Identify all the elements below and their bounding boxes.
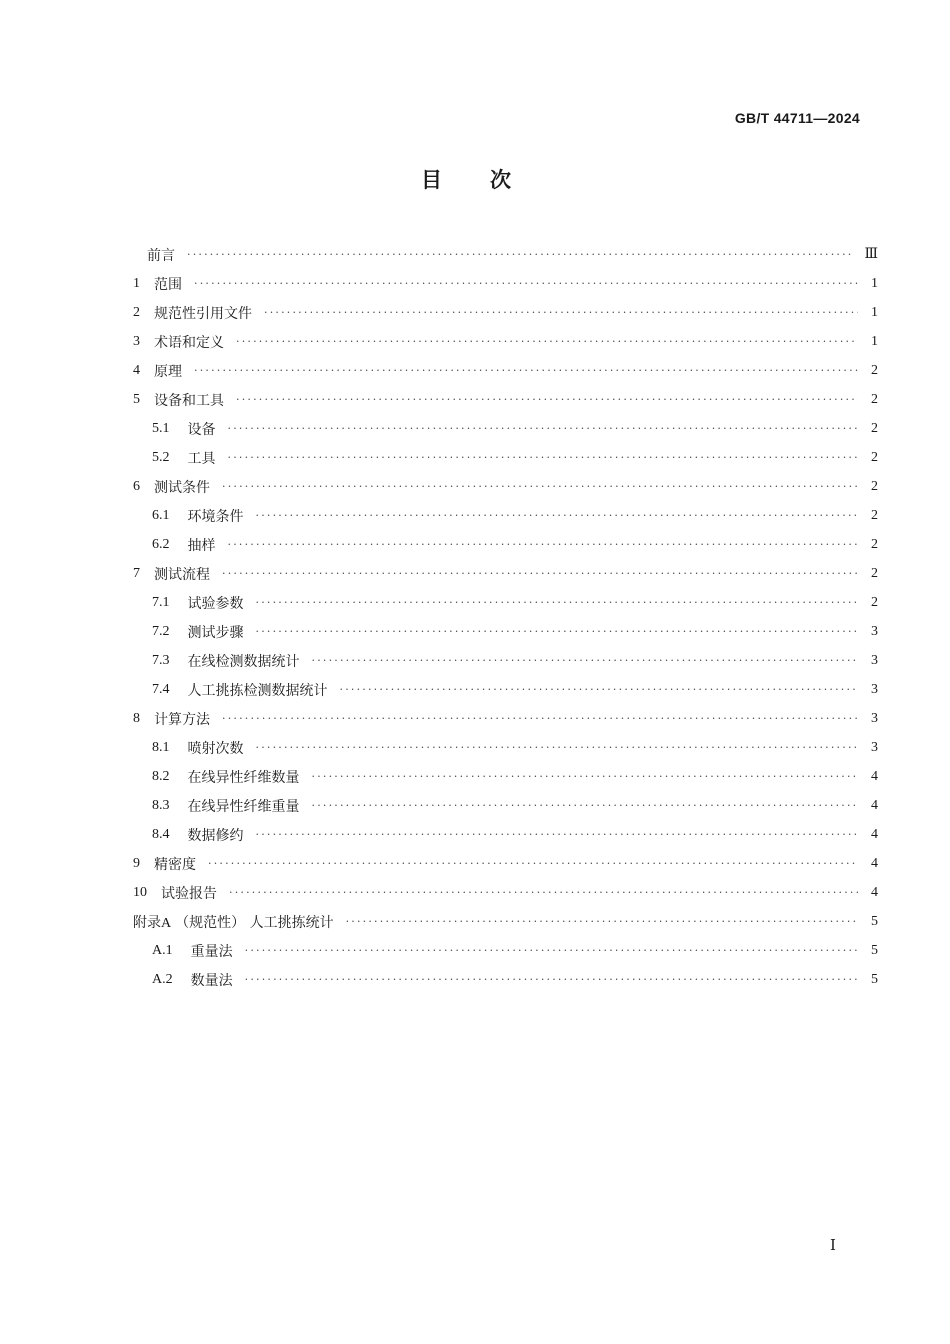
- toc-entry-title: 数量法: [190, 972, 233, 989]
- dot-leader: [194, 365, 858, 377]
- toc-entry-7-3[interactable]: [133, 646, 878, 675]
- toc-entry-number: 7.2: [152, 623, 170, 639]
- toc-entry-page: 3: [871, 652, 878, 668]
- toc-entry-title: 重量法: [190, 943, 233, 960]
- toc-entry-title: 测试流程: [154, 566, 210, 583]
- toc-entry-title: 数据修约: [187, 827, 244, 844]
- dot-leader: [194, 278, 858, 290]
- toc-entry-annex-a[interactable]: [133, 907, 878, 936]
- toc-entry-page: 4: [871, 797, 878, 813]
- dot-leader: [312, 655, 859, 667]
- toc-title: 目次: [421, 168, 559, 192]
- toc-entry-7-2[interactable]: [133, 617, 878, 646]
- toc-entry-number: 7.1: [152, 594, 170, 610]
- dot-leader: [256, 597, 859, 609]
- toc-entry-page: 3: [871, 681, 878, 697]
- toc-entry-title: 术语和定义: [154, 334, 224, 351]
- toc-entry-page: 2: [871, 420, 878, 436]
- toc-entry-6[interactable]: [133, 472, 878, 501]
- toc-entry-page: 4: [871, 855, 878, 871]
- toc-entry-title: 原理: [154, 363, 182, 380]
- dot-leader: [228, 423, 859, 435]
- toc-entry-number: 6: [133, 478, 140, 494]
- toc-entry-title: 计算方法: [154, 711, 210, 728]
- toc-entry-title: 喷射次数: [187, 740, 244, 757]
- dot-leader: [245, 974, 858, 986]
- toc-entry-page: 4: [871, 884, 878, 900]
- toc-entry-page: 2: [871, 594, 878, 610]
- toc-entry-title: 测试步骤: [187, 624, 244, 641]
- toc-entry-7[interactable]: [133, 559, 878, 588]
- toc-entry-5-1[interactable]: [133, 414, 878, 443]
- dot-leader: [312, 800, 859, 812]
- toc-entry-page: 3: [871, 623, 878, 639]
- toc-entry-number: 6.1: [152, 507, 170, 523]
- toc-entry-page: 3: [871, 739, 878, 755]
- toc-entry-title: 在线异性纤维数量: [187, 769, 300, 786]
- toc-entry-number: A.1: [152, 942, 173, 958]
- dot-leader: [340, 684, 859, 696]
- toc-entry-number: 7: [133, 565, 140, 581]
- toc-entry-number: 10: [133, 884, 147, 900]
- toc-entry-title: 测试条件: [154, 479, 210, 496]
- toc-entry-page: 2: [871, 449, 878, 465]
- toc-entry-7-4[interactable]: [133, 675, 878, 704]
- toc-entry-number: 5.1: [152, 420, 170, 436]
- toc-entry-8-1[interactable]: [133, 733, 878, 762]
- toc-entry-number: 4: [133, 362, 140, 378]
- dot-leader: [256, 626, 859, 638]
- toc-entry-8[interactable]: [133, 704, 878, 733]
- toc-entry-page: Ⅲ: [864, 247, 878, 262]
- dot-leader: [222, 481, 858, 493]
- dot-leader: [222, 713, 858, 725]
- toc-entry-page: 2: [871, 362, 878, 378]
- dot-leader: [228, 452, 859, 464]
- toc-entry-page: 2: [871, 565, 878, 581]
- toc-entry-5-2[interactable]: [133, 443, 878, 472]
- dot-leader: [228, 539, 859, 551]
- toc-entry-number: 8.1: [152, 739, 170, 755]
- toc-entry-page: 4: [871, 826, 878, 842]
- toc-entry-page: 5: [871, 913, 878, 929]
- table-of-contents: [133, 240, 878, 994]
- toc-entry-8-4[interactable]: [133, 820, 878, 849]
- dot-leader: [256, 510, 859, 522]
- toc-entry-6-1[interactable]: [133, 501, 878, 530]
- toc-entry-6-2[interactable]: [133, 530, 878, 559]
- toc-entry-3[interactable]: [133, 327, 878, 356]
- toc-entry-title: （规范性） 人工挑拣统计: [175, 914, 334, 931]
- toc-entry-title: 人工挑拣检测数据统计: [187, 682, 328, 699]
- toc-entry-7-1[interactable]: [133, 588, 878, 617]
- toc-entry-page: 1: [871, 275, 878, 291]
- toc-entry-number: 8: [133, 710, 140, 726]
- toc-entry-number: 8.2: [152, 768, 170, 784]
- toc-entry-number: 附录A: [133, 915, 172, 931]
- dot-leader: [346, 916, 858, 928]
- page-folio: Ⅰ: [830, 1238, 836, 1254]
- dot-leader: [236, 394, 858, 406]
- dot-leader: [208, 858, 858, 870]
- toc-entry-page: 1: [871, 304, 878, 320]
- toc-entry-title: 范围: [154, 276, 182, 293]
- toc-entry-5[interactable]: [133, 385, 878, 414]
- dot-leader: [256, 829, 859, 841]
- toc-entry-2[interactable]: [133, 298, 878, 327]
- toc-entry-number: 8.3: [152, 797, 170, 813]
- toc-entry-page: 2: [871, 536, 878, 552]
- toc-entry-page: 2: [871, 478, 878, 494]
- toc-entry-title: 规范性引用文件: [154, 305, 252, 322]
- toc-entry-title: 设备: [187, 421, 216, 438]
- toc-entry-8-3[interactable]: [133, 791, 878, 820]
- toc-entry-number: A.2: [152, 971, 173, 987]
- toc-entry-number: 5: [133, 391, 140, 407]
- toc-entry-10[interactable]: [133, 878, 878, 907]
- dot-leader: [264, 307, 858, 319]
- dot-leader: [312, 771, 859, 783]
- toc-entry-number: 9: [133, 855, 140, 871]
- toc-entry-page: 2: [871, 507, 878, 523]
- toc-entry-title: 环境条件: [187, 508, 244, 525]
- toc-entry-title: 在线异性纤维重量: [187, 798, 300, 815]
- dot-leader: [245, 945, 858, 957]
- toc-entry-title: 在线检测数据统计: [187, 653, 300, 670]
- toc-entry-number: 2: [133, 304, 140, 320]
- toc-entry-number: 7.4: [152, 681, 170, 697]
- toc-entry-title: 工具: [187, 450, 216, 467]
- toc-entry-title: 试验参数: [187, 595, 244, 612]
- toc-entry-number: 5.2: [152, 449, 170, 465]
- toc-entry-title: 精密度: [154, 856, 196, 873]
- toc-entry-page: 1: [871, 333, 878, 349]
- toc-entry-page: 5: [871, 971, 878, 987]
- toc-entry-a-2[interactable]: [133, 965, 878, 994]
- dot-leader: [236, 336, 858, 348]
- toc-entry-number: 1: [133, 275, 140, 291]
- toc-entry-title: 抽样: [187, 537, 216, 554]
- toc-entry-page: 4: [871, 768, 878, 784]
- toc-entry-9[interactable]: [133, 849, 878, 878]
- toc-entry-number: 6.2: [152, 536, 170, 552]
- toc-entry-title: 前言: [147, 247, 175, 264]
- toc-entry-title: 试验报告: [161, 885, 217, 902]
- dot-leader: [187, 249, 854, 261]
- toc-entry-page: 3: [871, 710, 878, 726]
- toc-entry-foreword[interactable]: [133, 240, 878, 269]
- toc-entry-a-1[interactable]: [133, 936, 878, 965]
- document-code: GB/T 44711—2024: [734, 110, 860, 126]
- toc-entry-4[interactable]: [133, 356, 878, 385]
- toc-entry-8-2[interactable]: [133, 762, 878, 791]
- dot-leader: [229, 887, 858, 899]
- dot-leader: [256, 742, 859, 754]
- toc-entry-1[interactable]: [133, 269, 878, 298]
- toc-entry-page: 2: [871, 391, 878, 407]
- toc-entry-number: 3: [133, 333, 140, 349]
- toc-entry-title: 设备和工具: [154, 392, 224, 409]
- toc-entry-page: 5: [871, 942, 878, 958]
- toc-entry-number: 7.3: [152, 652, 170, 668]
- dot-leader: [222, 568, 858, 580]
- toc-entry-number: 8.4: [152, 826, 170, 842]
